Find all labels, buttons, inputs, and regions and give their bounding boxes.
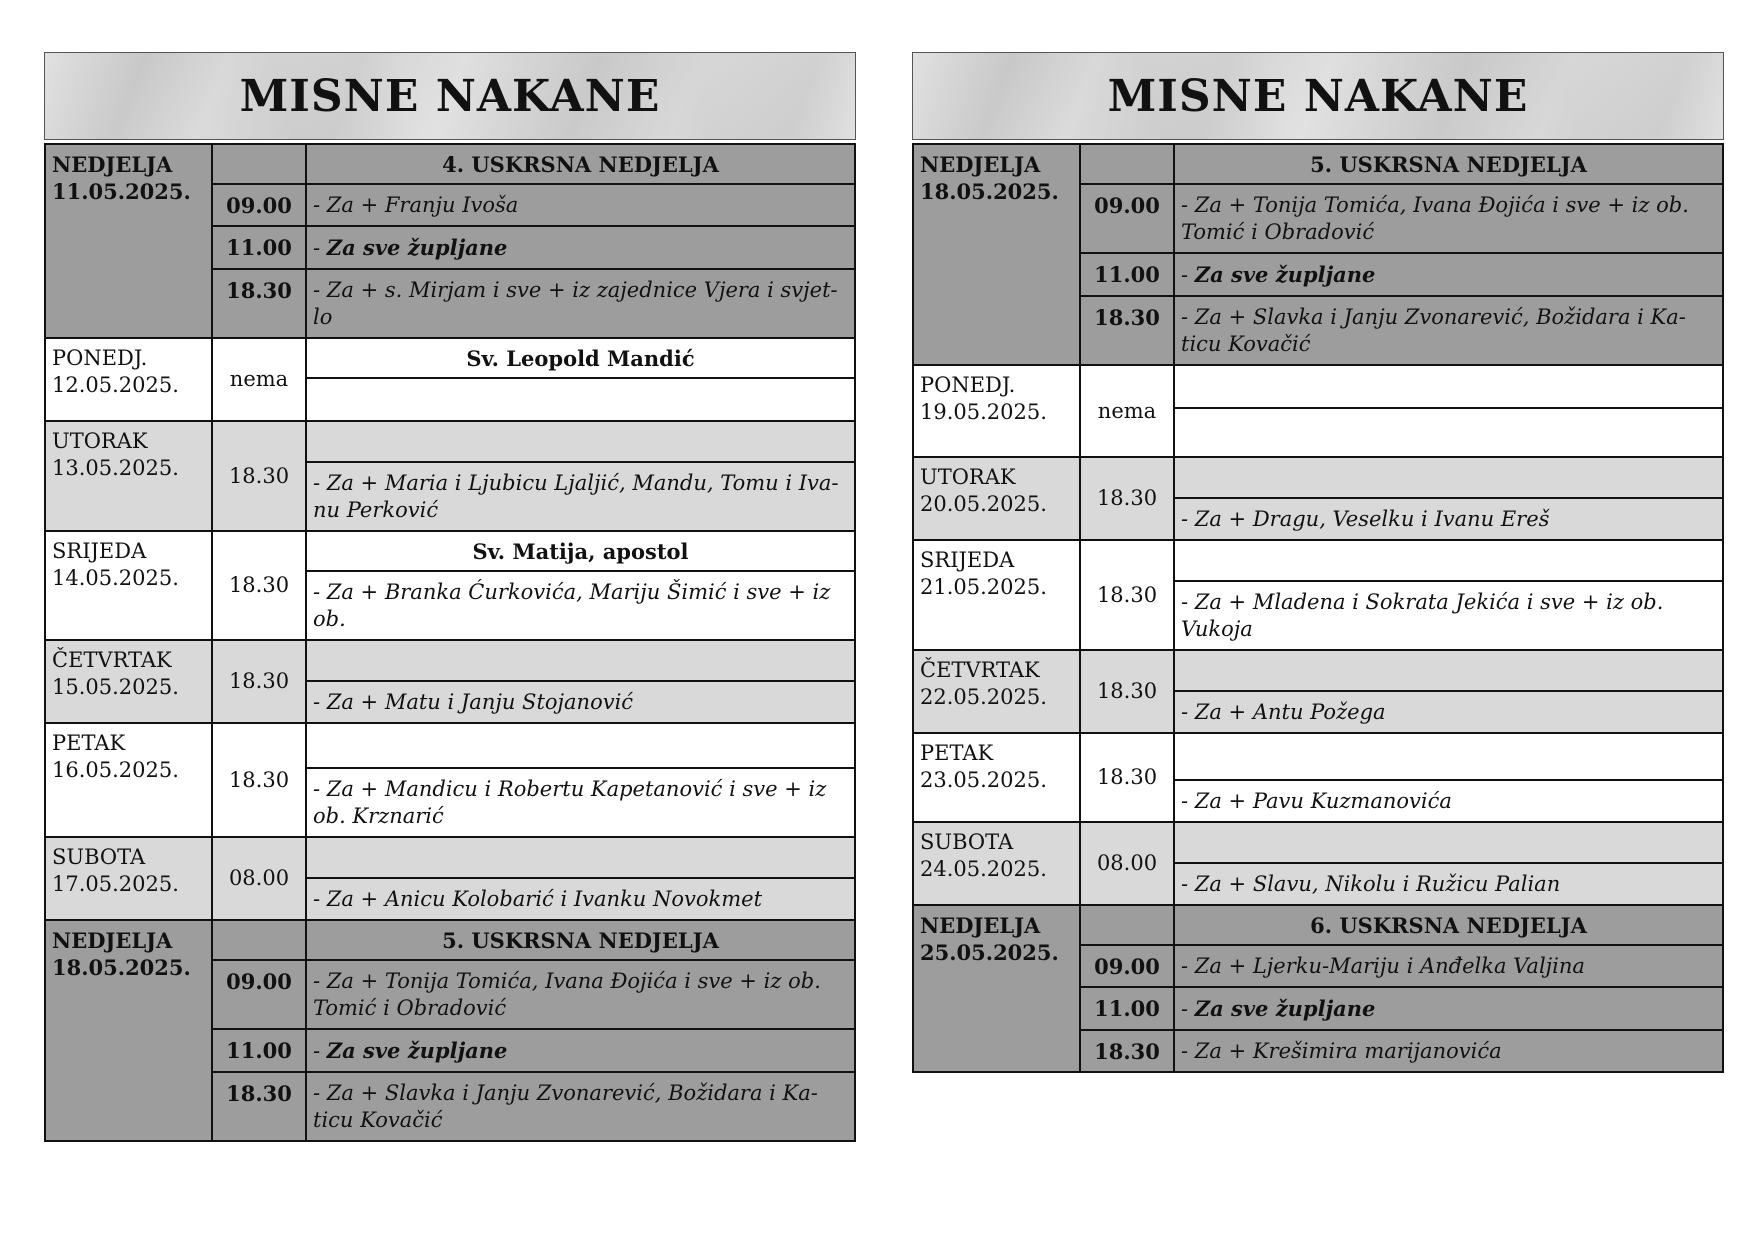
feast-title bbox=[1174, 650, 1723, 691]
day-cell bbox=[45, 531, 212, 640]
day-date: 25.05.2025. bbox=[920, 940, 1059, 965]
day-date: 21.05.2025. bbox=[920, 575, 1047, 599]
mass-time: 11.00 bbox=[1080, 253, 1174, 296]
feast-title bbox=[306, 421, 855, 462]
day-date: 14.05.2025. bbox=[52, 566, 179, 590]
feast-title: 6. USKRSNA NEDJELJA bbox=[1174, 905, 1723, 945]
day-cell bbox=[45, 338, 212, 421]
intention-text: Za + s. Mirjam i sve + iz zajednice Vjera i svjet-lo bbox=[313, 278, 838, 329]
day-date: 11.05.2025. bbox=[52, 179, 191, 204]
day-cell bbox=[45, 723, 212, 837]
mass-intention: - Za + Mandicu i Robertu Kapetanović i sve + iz ob. Krznarić bbox=[306, 768, 855, 837]
day-date: 13.05.2025. bbox=[52, 456, 179, 480]
feast-title bbox=[1174, 540, 1723, 581]
mass-intentions-panel-right bbox=[912, 52, 1724, 1073]
feast-title: 5. USKRSNA NEDJELJA bbox=[1174, 144, 1723, 184]
intention-text: Za + Tonija Tomića, Ivana Đojića i sve + iz ob. Tomić i Obradović bbox=[313, 969, 821, 1020]
feast-title bbox=[1174, 365, 1723, 408]
time-cell bbox=[212, 144, 306, 184]
day-name: NEDJELJA bbox=[920, 152, 1041, 177]
mass-time: 11.00 bbox=[1080, 987, 1174, 1030]
mass-intention: - Za + Krešimira marijanovića bbox=[1174, 1030, 1723, 1072]
weekday-row bbox=[45, 531, 855, 571]
feast-title bbox=[1174, 733, 1723, 780]
day-date: 19.05.2025. bbox=[920, 400, 1047, 424]
day-cell bbox=[913, 540, 1080, 650]
day-cell bbox=[913, 457, 1080, 540]
mass-time: 18.30 bbox=[1080, 650, 1174, 733]
mass-intention: - Za sve župljane bbox=[1174, 987, 1723, 1030]
mass-time: 09.00 bbox=[1080, 945, 1174, 987]
mass-intention: - Za + Anicu Kolobarić i Ivanku Novokmet bbox=[306, 878, 855, 920]
weekday-row bbox=[45, 723, 855, 768]
mass-time: 09.00 bbox=[1080, 184, 1174, 253]
day-name: UTORAK bbox=[52, 429, 148, 453]
mass-intention: - Za + Matu i Janju Stojanović bbox=[306, 681, 855, 723]
day-name: NEDJELJA bbox=[920, 913, 1041, 938]
day-cell bbox=[913, 905, 1080, 1072]
day-name: PETAK bbox=[920, 741, 994, 765]
intention-text: Za sve župljane bbox=[1194, 996, 1376, 1021]
feast-title: 5. USKRSNA NEDJELJA bbox=[306, 920, 855, 960]
intention-text: Za + Slavka i Janju Zvonarević, Božidara i Ka-ticu Kovačić bbox=[313, 1081, 818, 1132]
mass-intention: - Za + Mladena i Sokrata Jekića i sve + iz ob. Vukoja bbox=[1174, 581, 1723, 650]
day-cell bbox=[913, 144, 1080, 365]
weekday-row bbox=[913, 365, 1723, 408]
weekday-row bbox=[45, 640, 855, 681]
day-date: 23.05.2025. bbox=[920, 768, 1047, 792]
mass-intention: - Za + Slavu, Nikolu i Ružicu Palian bbox=[1174, 863, 1723, 905]
mass-time: 18.30 bbox=[1080, 1030, 1174, 1072]
sunday-feast-row bbox=[913, 905, 1723, 945]
day-date: 17.05.2025. bbox=[52, 872, 179, 896]
mass-time: 18.30 bbox=[1080, 733, 1174, 822]
day-date: 18.05.2025. bbox=[52, 955, 191, 980]
day-date: 12.05.2025. bbox=[52, 373, 179, 397]
day-date: 20.05.2025. bbox=[920, 492, 1047, 516]
intention-text: Za + Krešimira marijanovića bbox=[1194, 1039, 1502, 1063]
weekday-row bbox=[913, 540, 1723, 581]
day-cell bbox=[45, 837, 212, 920]
mass-intention: - Za + Tonija Tomića, Ivana Đojića i sve + iz ob. Tomić i Obradović bbox=[306, 960, 855, 1029]
mass-time: nema bbox=[212, 338, 306, 421]
feast-title bbox=[306, 640, 855, 681]
mass-time: 11.00 bbox=[212, 226, 306, 269]
mass-intention: - Za + Antu Požega bbox=[1174, 691, 1723, 733]
mass-time: 18.30 bbox=[212, 1072, 306, 1141]
intention-text: Za sve župljane bbox=[1194, 262, 1376, 287]
day-name: PONEDJ. bbox=[52, 346, 148, 370]
title-banner bbox=[912, 52, 1724, 140]
day-cell bbox=[913, 650, 1080, 733]
mass-intention bbox=[306, 378, 855, 421]
intention-text: Za sve župljane bbox=[326, 1038, 508, 1063]
mass-intention: - Za sve župljane bbox=[1174, 253, 1723, 296]
weekday-row bbox=[913, 650, 1723, 691]
page-title: MISNE NAKANE bbox=[1107, 70, 1529, 122]
mass-intention bbox=[1174, 408, 1723, 457]
mass-time: 18.30 bbox=[1080, 296, 1174, 365]
mass-intention: - Za + Slavka i Janju Zvonarević, Božidara i Ka-ticu Kovačić bbox=[306, 1072, 855, 1141]
day-name: PONEDJ. bbox=[920, 373, 1016, 397]
day-name: PETAK bbox=[52, 731, 126, 755]
day-name: NEDJELJA bbox=[52, 152, 173, 177]
mass-time: 09.00 bbox=[212, 960, 306, 1029]
day-cell bbox=[45, 640, 212, 723]
mass-intentions-panel-left bbox=[44, 52, 856, 1142]
mass-intention: - Za + Ljerku-Mariju i Anđelka Valjina bbox=[1174, 945, 1723, 987]
mass-intention: - Za + s. Mirjam i sve + iz zajednice Vjera i svjet-lo bbox=[306, 269, 855, 338]
mass-intention: - Za + Tonija Tomića, Ivana Đojića i sve + iz ob. Tomić i Obradović bbox=[1174, 184, 1723, 253]
mass-time: 18.30 bbox=[212, 531, 306, 640]
weekday-row bbox=[45, 421, 855, 462]
mass-intention: - Za + Pavu Kuzmanovića bbox=[1174, 780, 1723, 822]
intention-text: Za + Franju Ivoša bbox=[326, 193, 519, 217]
mass-time: 08.00 bbox=[212, 837, 306, 920]
day-name: SUBOTA bbox=[52, 845, 146, 869]
mass-intention: - Za sve župljane bbox=[306, 1029, 855, 1072]
mass-time: 11.00 bbox=[212, 1029, 306, 1072]
mass-time: 18.30 bbox=[1080, 457, 1174, 540]
mass-time: 18.30 bbox=[212, 723, 306, 837]
mass-time: nema bbox=[1080, 365, 1174, 457]
day-cell bbox=[45, 144, 212, 338]
day-cell bbox=[45, 421, 212, 531]
feast-title bbox=[1174, 457, 1723, 498]
intention-text: Za + Slavka i Janju Zvonarević, Božidara i Ka-ticu Kovačić bbox=[1181, 305, 1686, 356]
mass-time: 18.30 bbox=[212, 269, 306, 338]
schedule-table bbox=[44, 143, 856, 1142]
sunday-feast-row bbox=[913, 144, 1723, 184]
feast-title: Sv. Leopold Mandić bbox=[306, 338, 855, 378]
day-date: 15.05.2025. bbox=[52, 675, 179, 699]
intention-text: Za sve župljane bbox=[326, 235, 508, 260]
day-name: SUBOTA bbox=[920, 830, 1014, 854]
mass-time: 09.00 bbox=[212, 184, 306, 226]
day-date: 18.05.2025. bbox=[920, 179, 1059, 204]
mass-intention: - Za + Franju Ivoša bbox=[306, 184, 855, 226]
day-name: ČETVRTAK bbox=[920, 658, 1040, 682]
time-cell bbox=[1080, 905, 1174, 945]
weekday-row bbox=[45, 837, 855, 878]
day-cell bbox=[913, 365, 1080, 457]
schedule-table bbox=[912, 143, 1724, 1073]
sunday-feast-row bbox=[45, 920, 855, 960]
day-cell bbox=[913, 733, 1080, 822]
feast-title: 4. USKRSNA NEDJELJA bbox=[306, 144, 855, 184]
feast-title: Sv. Matija, apostol bbox=[306, 531, 855, 571]
day-name: SRIJEDA bbox=[920, 548, 1015, 572]
time-cell bbox=[212, 920, 306, 960]
day-date: 16.05.2025. bbox=[52, 758, 179, 782]
weekday-row bbox=[913, 457, 1723, 498]
day-cell bbox=[45, 920, 212, 1141]
feast-title bbox=[1174, 822, 1723, 863]
day-date: 24.05.2025. bbox=[920, 857, 1047, 881]
mass-time: 08.00 bbox=[1080, 822, 1174, 905]
mass-time: 18.30 bbox=[1080, 540, 1174, 650]
mass-intention: - Za + Dragu, Veselku i Ivanu Ereš bbox=[1174, 498, 1723, 540]
mass-intention: - Za + Maria i Ljubicu Ljaljić, Mandu, Tomu i Iva-nu Perković bbox=[306, 462, 855, 531]
mass-intention: - Za + Slavka i Janju Zvonarević, Božidara i Ka-ticu Kovačić bbox=[1174, 296, 1723, 365]
feast-title bbox=[306, 723, 855, 768]
weekday-row bbox=[913, 733, 1723, 780]
intention-text: Za + Ljerku-Mariju i Anđelka Valjina bbox=[1194, 954, 1585, 978]
day-cell bbox=[913, 822, 1080, 905]
day-name: UTORAK bbox=[920, 465, 1016, 489]
day-date: 22.05.2025. bbox=[920, 685, 1047, 709]
day-name: ČETVRTAK bbox=[52, 648, 172, 672]
time-cell bbox=[1080, 144, 1174, 184]
weekday-row bbox=[913, 822, 1723, 863]
page-title: MISNE NAKANE bbox=[239, 70, 661, 122]
weekday-row bbox=[45, 338, 855, 378]
mass-time: 18.30 bbox=[212, 421, 306, 531]
day-name: SRIJEDA bbox=[52, 539, 147, 563]
mass-intention: - Za + Branka Ćurkovića, Mariju Šimić i sve + iz ob. bbox=[306, 571, 855, 640]
mass-time: 18.30 bbox=[212, 640, 306, 723]
sunday-feast-row bbox=[45, 144, 855, 184]
intention-text: Za + Tonija Tomića, Ivana Đojića i sve + iz ob. Tomić i Obradović bbox=[1181, 193, 1689, 244]
feast-title bbox=[306, 837, 855, 878]
day-name: NEDJELJA bbox=[52, 928, 173, 953]
title-banner bbox=[44, 52, 856, 140]
mass-intention: - Za sve župljane bbox=[306, 226, 855, 269]
